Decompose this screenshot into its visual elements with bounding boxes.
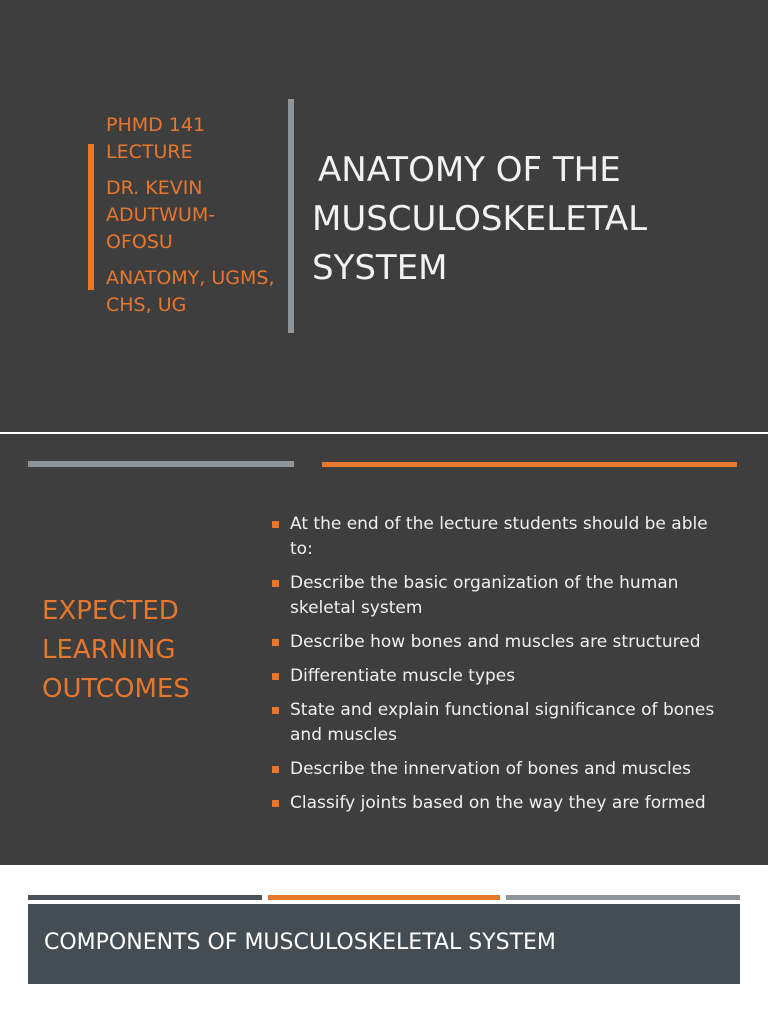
orange-accent-bar <box>88 144 94 290</box>
title-line: ANATOMY OF THE <box>318 150 621 190</box>
lecture-meta <box>106 112 276 328</box>
title-slide <box>0 0 768 432</box>
list-item <box>270 571 730 621</box>
department: ANATOMY, UGMS, CHS, UG <box>106 267 275 316</box>
course-code: PHMD 141 LECTURE <box>106 114 206 163</box>
title-band <box>28 904 740 984</box>
list-item-text: Describe the innervation of bones and muscles <box>290 759 692 779</box>
slate-strip <box>28 895 262 900</box>
title-part: MUSCULOSKELETAL SYSTEM <box>244 930 556 955</box>
slide-title <box>312 146 752 293</box>
heading-line: LEARNING <box>42 635 176 665</box>
orange-strip <box>268 895 500 900</box>
square-bullet-icon <box>272 580 279 587</box>
components-title <box>44 928 556 958</box>
list-item <box>270 791 730 816</box>
orange-rule <box>322 462 737 467</box>
title-part-caps: COMPONENTS OF <box>44 930 238 955</box>
list-item-text: Describe the basic organization of the human skeletal system <box>290 573 679 618</box>
square-bullet-icon <box>272 521 279 528</box>
list-item-text: State and explain functional significance of bones and muscles <box>290 700 715 745</box>
square-bullet-icon <box>272 707 279 714</box>
title-line: MUSCULOSKELETAL <box>312 199 648 239</box>
square-bullet-icon <box>272 673 279 680</box>
components-slide <box>0 866 768 1024</box>
square-bullet-icon <box>272 800 279 807</box>
square-bullet-icon <box>272 766 279 773</box>
list-item <box>270 757 730 782</box>
list-item <box>270 512 730 562</box>
gray-strip <box>506 895 740 900</box>
list-item <box>270 664 730 689</box>
list-item-text: Classify joints based on the way they are formed <box>290 793 706 813</box>
list-item <box>270 698 730 748</box>
gray-rule <box>28 461 294 467</box>
vertical-divider <box>288 99 294 333</box>
heading-line: OUTCOMES <box>42 674 190 704</box>
square-bullet-icon <box>272 639 279 646</box>
list-item-text: Describe how bones and muscles are structured <box>290 632 701 652</box>
outcomes-heading <box>42 592 242 709</box>
heading-line: EXPECTED <box>42 596 179 626</box>
list-item-text: At the end of the lecture students should be able to: <box>290 514 708 559</box>
outcomes-list <box>270 512 730 825</box>
list-item <box>270 630 730 655</box>
outcomes-slide <box>0 434 768 865</box>
lecturer-name: DR. KEVIN ADUTWUM-OFOSU <box>106 177 216 253</box>
title-line: SYSTEM <box>312 248 448 288</box>
list-item-text: Differentiate muscle types <box>290 666 516 686</box>
